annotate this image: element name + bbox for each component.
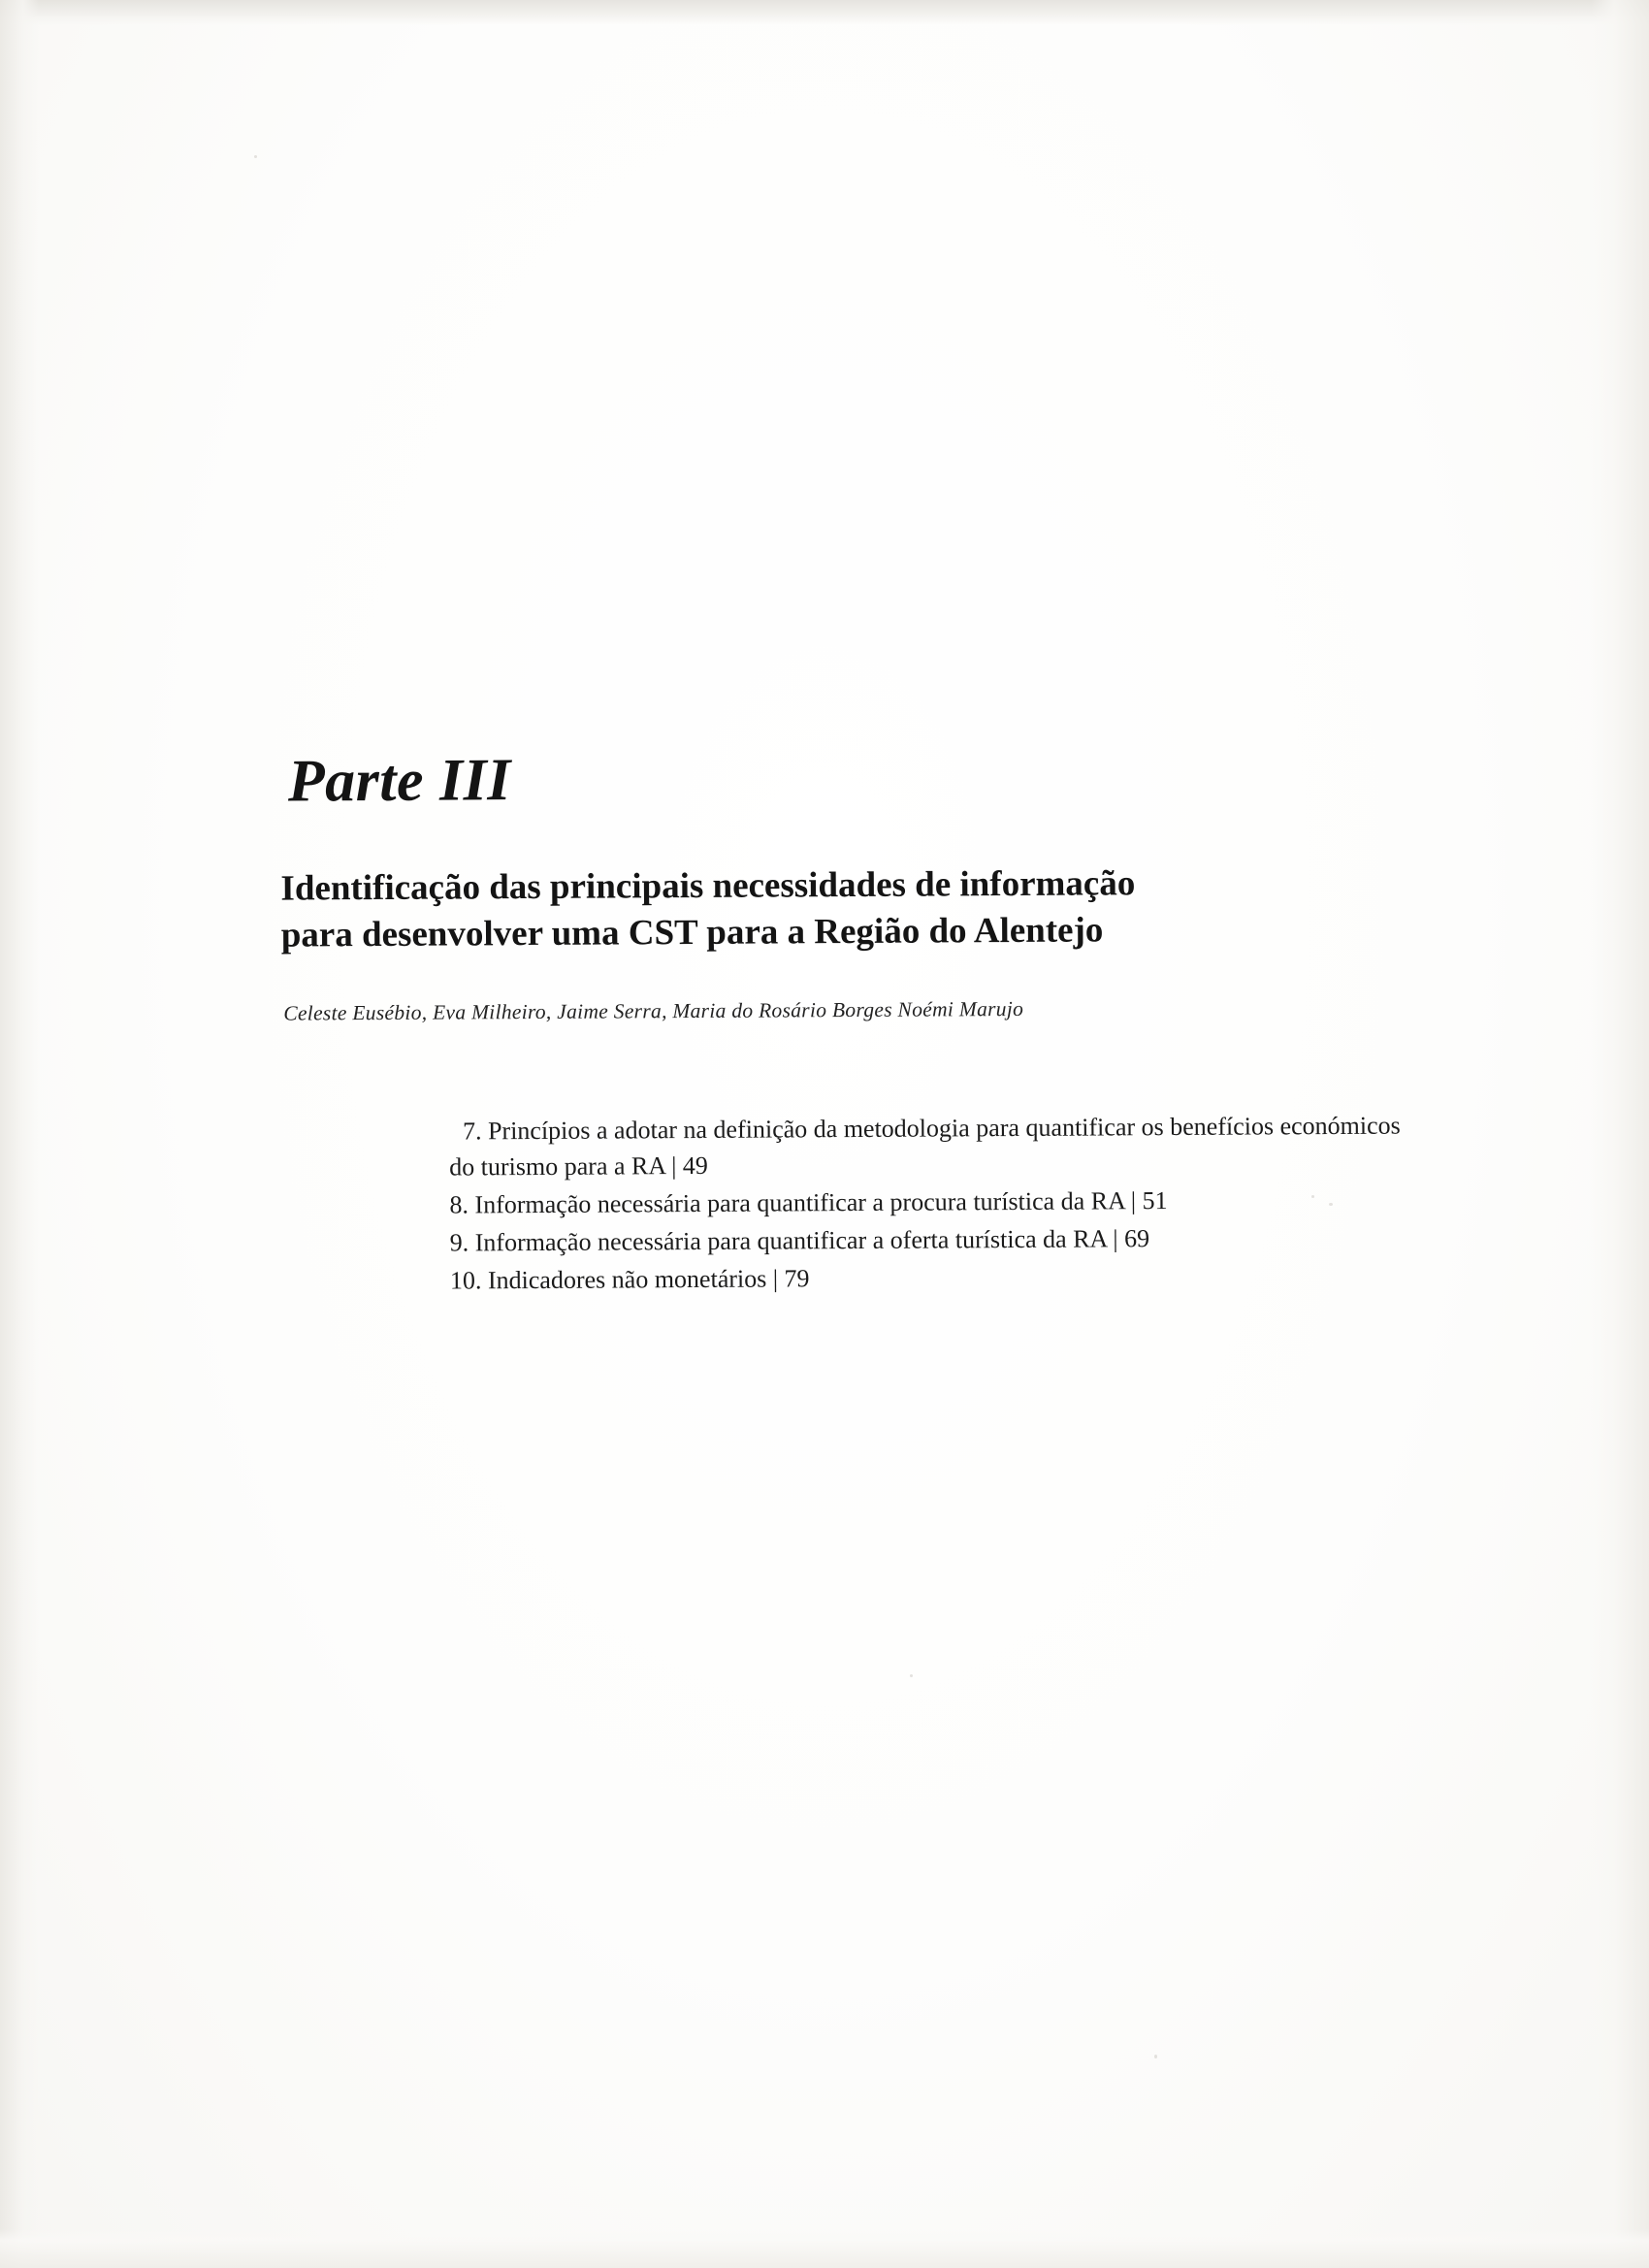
list-item: 8. Informação necessária para quantificar a procura turística da RA | 51: [449, 1186, 1168, 1219]
list-item: 10. Indicadores não monetários | 79: [449, 1264, 810, 1295]
part-title: Parte III: [287, 747, 512, 815]
page-title: [280, 859, 1406, 959]
scan-edge-right: [1591, 0, 1649, 2268]
scan-edge-top: [0, 0, 1649, 25]
page-title-line-2: para desenvolver uma CST para a Região do Alentejo: [280, 910, 1104, 956]
page-content: [280, 743, 1428, 1302]
scan-edge-left: [0, 0, 39, 2268]
page-title-line-1: Identificação das principais necessidades de informação: [280, 863, 1136, 909]
scan-edge-bottom: [0, 2229, 1649, 2268]
authors-line: Celeste Eusébio, Eva Milheiro, Jaime Serra, Maria do Rosário Borges Noémi Marujo: [283, 997, 1024, 1025]
list-item: 7. Princípios a adotar na definição da metodologia para quantificar os benefícios económicos do turismo para a RA | 49: [449, 1111, 1401, 1182]
scan-speck: [910, 1674, 913, 1677]
scan-speck: [254, 155, 257, 158]
scan-speck: [1154, 2055, 1157, 2058]
table-of-contents: [449, 1109, 1428, 1300]
list-item: 9. Informação necessária para quantificar a oferta turística da RA | 69: [449, 1224, 1150, 1257]
